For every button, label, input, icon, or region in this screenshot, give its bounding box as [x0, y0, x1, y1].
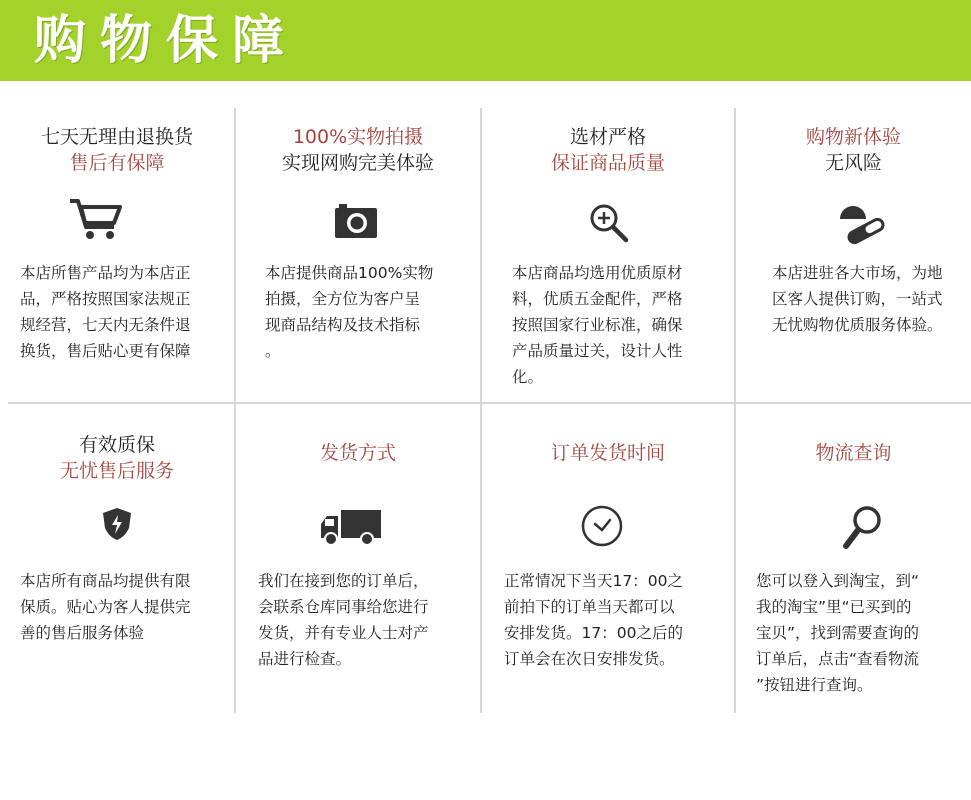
truck-icon: [319, 508, 383, 546]
cell-description: 本店所有商品均提供有限 保质。贴心为客人提供完 善的售后服务体验: [20, 572, 191, 642]
cell-title: 100%实物拍摄: [292, 126, 424, 148]
guarantee-cell-photos: [236, 124, 480, 176]
clock-icon: [580, 504, 624, 548]
shopping-cart-icon: [68, 197, 122, 241]
guarantee-cell-experience: [736, 124, 971, 176]
camera-icon: [333, 202, 379, 240]
shield-icon: [101, 506, 133, 542]
guarantee-cell-logistics: [736, 440, 971, 466]
search-icon: [841, 504, 885, 552]
cell-title: 订单发货时间: [550, 442, 665, 464]
cell-title: 有效质保: [78, 434, 155, 456]
cell-subtitle: 保证商品质量: [550, 152, 665, 174]
col-divider: [734, 108, 736, 713]
cell-title: 物流查询: [815, 442, 892, 464]
guarantee-cell-materials: [482, 124, 734, 176]
cell-description: 您可以登入到淘宝，到“ 我的淘宝”里“已买到的 宝贝”，找到需要查询的 订单后，点击“查看物流 ”按钮进行查询。: [756, 572, 920, 694]
guarantee-cell-shipping-time: [482, 440, 734, 466]
cell-title: 发货方式: [319, 442, 396, 464]
pill-icon: [836, 203, 886, 245]
guarantee-cell-warranty: [0, 432, 234, 484]
cell-subtitle: 无忧售后服务: [59, 460, 174, 482]
cell-description: 本店提供商品100%实物 拍摄，全方位为客户呈 现商品结构及技术指标 。: [265, 264, 434, 360]
cell-description: 我们在接到您的订单后， 会联系仓库同事给您进行 发货，并有专业人士对产 品进行检查。: [258, 572, 429, 668]
cell-title: 选材严格: [569, 126, 646, 148]
cell-subtitle: 无风险: [824, 152, 882, 174]
guarantee-cell-shipping-method: [236, 440, 480, 466]
cell-description: 本店进驻各大市场，为地 区客人提供订购，一站式 无忧购物优质服务体验。: [772, 264, 943, 334]
col-divider: [480, 108, 482, 713]
cell-description: 本店所售产品均为本店正 品，严格按照国家法规正 规经营，七天内无条件退 换货，售后贴心更有保障: [20, 264, 191, 360]
cell-description: 正常情况下当天17：00之 前拍下的订单当天都可以 安排发货。17：00之后的 订单会在次日安排发货。: [504, 572, 683, 668]
banner: [0, 0, 971, 81]
cell-title: 购物新体验: [805, 126, 901, 148]
col-divider: [234, 108, 236, 713]
guarantee-cell-return: [0, 124, 234, 176]
magnifier-plus-icon: [588, 202, 630, 244]
banner-title: 购物保障: [34, 10, 299, 71]
cell-description: 本店商品均选用优质原材 料，优质五金配件，严格 按照国家行业标准，确保 产品质量过关，设计人性 化。: [512, 264, 683, 386]
cell-subtitle: 实现网购完美体验: [281, 152, 434, 174]
cell-title: 七天无理由退换货: [40, 126, 193, 148]
cell-subtitle: 售后有保障: [69, 152, 165, 174]
row-divider: [8, 402, 971, 404]
